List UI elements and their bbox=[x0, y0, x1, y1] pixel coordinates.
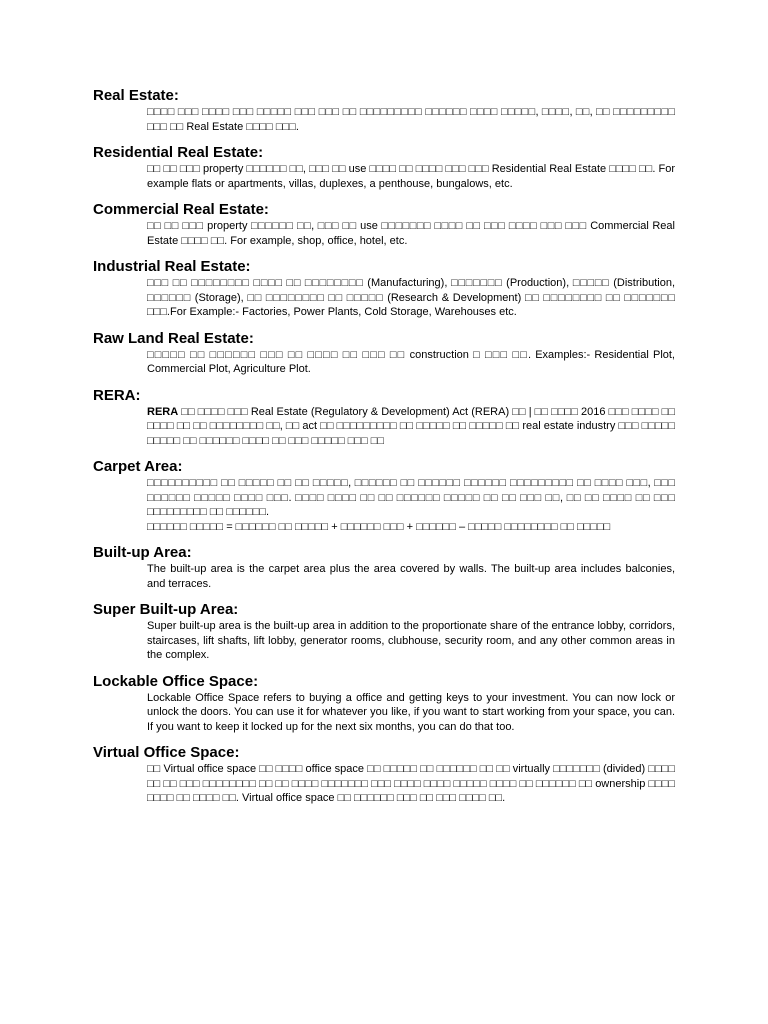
section-heading: Industrial Real Estate: bbox=[93, 258, 251, 275]
section-virtual-office-space bbox=[93, 743, 683, 806]
section-body: □□ □□ □□□ property □□□□□□ □□, □□□ □□ use □□□□□□□ □□□□ □□ □□□ □□□□ □□□ □□□ Commercial Real Estate □□□□ □□. For example, shop, office, hotel, etc. bbox=[147, 220, 675, 247]
section-heading: Super Built-up Area: bbox=[93, 601, 239, 618]
section-body: □□ Virtual office space □□ □□□□ office space □□ □□□□□ □□ □□□□□□ □□ □□ virtually □□□□□□□ (divided) □□□□ □□ □□ □□□ □□□□□□□□ □□ □□ □□□□ □□□□□□□ □□□ □□□□ □□□□ □□□□□ □□□□ □□ □□□□□□ □□ ownership □□□□ □□□□ □□ □□□□ □□. Virtual office space □□ □□□□□□ □□□ □□ □□□ □□□□ □□. bbox=[147, 763, 675, 804]
carpet-area-text: □□□□□□□□□□ □□ □□□□□ □□ □□ □□□□□, □□□□□□ □□ □□□□□□ □□□□□□ □□□□□□□□□ □□ □□□□ □□□, □□□ □□□□□□ □□□□□ □□□□ □□□. □□□□ □□□□ □□ □□ □□□□□□ □□□□□ □□ □□ □□□ □□, □□ □□ □□□□ □□ □□□ □□□□□□□□□ □□ □□□□□□. bbox=[147, 477, 675, 518]
section-heading: Raw Land Real Estate: bbox=[93, 329, 254, 347]
carpet-area-formula: □□□□□□ □□□□□ = □□□□□□ □□ □□□□□ + □□□□□□ □□□ + □□□□□□ – □□□□□ □□□□□□□□ □□ □□□□□ bbox=[147, 520, 611, 533]
section-built-up-area bbox=[93, 543, 683, 591]
section-body bbox=[147, 476, 675, 534]
section-super-built-up-area bbox=[93, 600, 683, 663]
section-heading: Carpet Area: bbox=[93, 458, 183, 475]
section-raw-land-real-estate bbox=[93, 329, 683, 377]
section-body: The built-up area is the carpet area plus the area covered by walls. The built-up area includes balconies, and terraces. bbox=[147, 563, 675, 590]
section-heading: Real Estate: bbox=[93, 87, 179, 104]
section-heading: Built-up Area: bbox=[93, 544, 192, 561]
rera-bold-term: RERA bbox=[147, 405, 179, 418]
section-heading: Commercial Real Estate: bbox=[93, 201, 269, 218]
rera-body-text: □□ □□□□ □□□ Real Estate (Regulatory & Development) Act (RERA) □□ | □□ □□□□ 2016 □□□ □□□□ □□ □□□□ □□ □□ □□□□□□□□ □□, □□ act □□ □□□□□□□□□ □□ □□□□□ □□ □□□□□ □□ real estate industry □□□ □□□□□ □□□□□ □□ □□□□□□ □□□□ □□ □□□ □□□□□ □□□ □□ bbox=[147, 405, 675, 447]
section-body: □□ □□ □□□ property □□□□□□ □□, □□□ □□ use □□□□ □□ □□□□ □□□ □□□ Residential Real Estate □□□□ □□. For example flats or apartments, villas, duplexes, a penthouse, bungalows, etc. bbox=[147, 163, 675, 190]
section-rera bbox=[93, 386, 683, 449]
section-heading: Virtual Office Space: bbox=[93, 744, 240, 761]
section-body: □□□ □□ □□□□□□□□ □□□□ □□ □□□□□□□□ (Manufacturing), □□□□□□□ (Production), □□□□□ (Distribution, □□□□□□ (Storage), □□ □□□□□□□□ □□ □□□□□ (Research & Development) □□ □□□□□□□□ □□ □□□□□□□ □□□.For Example:- Factories, Power Plants, Cold Storage, Warehouses etc. bbox=[147, 277, 675, 318]
section-body: □□□□ □□□ □□□□ □□□ □□□□□ □□□ □□□ □□ □□□□□□□□□ □□□□□□ □□□□ □□□□□, □□□□, □□, □□ □□□□□□□□□ □□□ □□ Real Estate □□□□ □□□. bbox=[147, 106, 675, 133]
section-industrial-real-estate bbox=[93, 257, 683, 320]
section-lockable-office-space bbox=[93, 672, 683, 735]
section-body bbox=[147, 405, 675, 449]
section-residential-real-estate bbox=[93, 143, 683, 191]
section-carpet-area bbox=[93, 457, 683, 534]
section-heading: Lockable Office Space: bbox=[93, 672, 259, 690]
section-body: Super built-up area is the built-up area in addition to the proportionate share of the entrance lobby, corridors, staircases, lift shafts, lift lobby, generator rooms, clubhouse, security room, and any other common areas in the complex. bbox=[147, 620, 675, 661]
section-body: □□□□□ □□ □□□□□□ □□□ □□ □□□□ □□ □□□ □□ construction □ □□□ □□. Examples:- Residential Plot, Commercial Plot, Agriculture Plot. bbox=[147, 348, 675, 375]
section-real-estate bbox=[93, 86, 683, 134]
section-heading: Residential Real Estate: bbox=[93, 144, 264, 161]
section-body: Lockable Office Space refers to buying a office and getting keys to your investment. You can now lock or unlock the doors. You can use it for whatever you like, if you want to start working from your space, you can. If you want to keep it locked up for the next six months, you can do that too. bbox=[147, 691, 675, 733]
section-commercial-real-estate bbox=[93, 200, 683, 248]
section-heading: RERA: bbox=[93, 386, 141, 404]
document-page bbox=[93, 86, 683, 815]
